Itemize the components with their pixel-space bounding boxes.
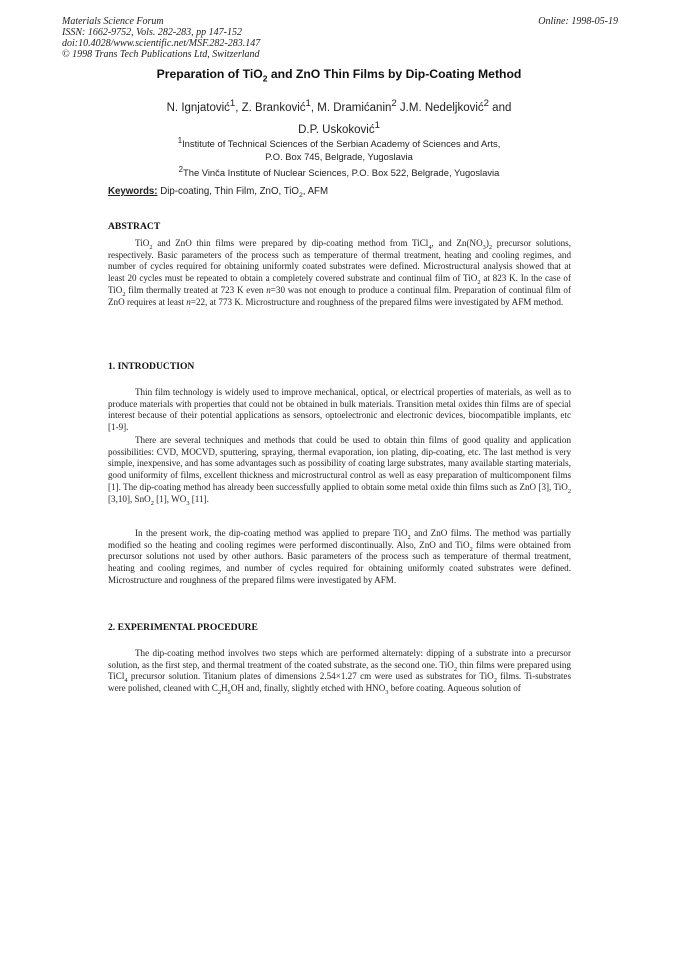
title-sub-1: 2 [262,73,268,84]
paper-title [0,67,678,84]
text-run: 2 [477,278,481,286]
text-run: OH and, finally, slightly etched with HNO [230,683,386,694]
author-affil-sup: 1 [305,98,311,109]
text-run: [3,10], SnO [108,493,151,504]
author-name: J.M. Nedeljković [396,101,484,114]
online-date: Online: 1998-05-19 [538,16,618,27]
text-run: and ZnO films. The method was partially modified so the heating and cooling regimes were performed discontinually. Also, ZnO and TiO [108,528,572,550]
text-run: TiO [135,238,150,248]
author-affil-sup: 1 [229,98,236,109]
author-name: D.P. Uskoković [298,123,375,136]
intro-paragraph-2 [108,435,571,505]
text-run: at 823 K. In the case of TiO [108,273,571,295]
text-run: =30 was not enough to produce a continual film. Preparation of continual film of ZnO requires at least [108,284,571,307]
journal-header [62,16,618,60]
text-run: 3 [385,688,389,696]
affiliation-text: Institute of Technical Sciences of the Serbian Academy of Sciences and Arts, [182,138,501,150]
text-run: , and Zn(NO [431,238,483,248]
text-run: 2 [407,533,411,541]
affiliation-sup: 2 [178,165,183,174]
text-run: and ZnO thin films were prepared by dip-coating method from TiCl [152,238,429,248]
affiliation-1-line-2: P.O. Box 745, Belgrade, Yugoslavia [265,151,413,163]
keywords-text: , AFM [302,186,329,197]
text-run: 2 [488,243,493,251]
doi-link[interactable]: doi:10.4028/www.scientific.net/MSF.282-283.147 [62,38,261,49]
text-run: n [186,296,191,307]
affiliation-text: The Vinča Institute of Nuclear Sciences, P.O. Box 522, Belgrade, Yugoslavia [183,167,500,179]
text-run: H [221,683,228,694]
text-run: 2 [469,545,473,553]
author-affil-sup: 2 [483,98,489,109]
keywords-label: Keywords: [108,186,158,197]
author-name: N. Ignjatović [166,101,230,114]
keywords-line [108,186,328,197]
text-run: The dip-coating method involves two steps which are performed alternately: dipping of a substrate into a precursor solution, as the first step, and thermal treatment of the coated substrate, as the second one. TiO [108,648,571,670]
text-run: ) [485,238,489,248]
abstract-heading: ABSTRACT [108,221,161,232]
affiliation-2 [90,163,588,179]
text-run: 2 [150,499,154,507]
text-run: 2 [453,665,458,673]
copyright-line: © 1998 Trans Tech Publications Ltd, Switzerland [62,49,260,60]
text-run: 3 [482,243,486,251]
text-run: In the present work, the dip-coating method was applied to prepare TiO [135,528,408,538]
text-run: films. Ti-substrates were polished, cleaned with C [108,671,571,694]
title-text-2: and ZnO Thin Films by Dip-Coating Method [267,67,522,81]
text-run: =22, at 773 K. Microstructure and roughness of the prepared films were investigated by AFM method. [190,296,564,307]
abstract-paragraph [108,238,571,308]
author-affil-sup: 2 [391,98,397,109]
experimental-paragraph [108,648,571,695]
affiliation-sup: 1 [177,136,183,145]
intro-paragraph-3 [108,528,571,587]
text-run: films were obtained from precursor solutions not used by other authors. Basic parameters of the process such as temperature of thermal treatment, heating and cooling regimes, and number of cycles required for obtaining uniformly coated substrates were defined. Microstructure and roughness of the prepared films were investigated by AFM. [108,539,571,585]
text-run: 2 [567,487,571,495]
text-run: film thermally treated at 723 K even [125,284,267,295]
author-affil-sup: 1 [374,119,380,131]
text-run: [11]. [189,493,209,504]
text-run: [1], WO [153,493,187,504]
author-name: , Z. Branković [235,101,306,114]
text-run: 4 [428,243,432,251]
text-run: 2 [122,290,126,298]
text-run: There are several techniques and methods that could be used to obtain thin films of good quality and application possibilities: CVD, MOCVD, sputtering, spraying, thermal evaporation, ion plating, dip-coating, etc. The last method is very simple, inexpensive, and has some advantages such as possibility of coating large substrates, many available starting materials, good uniformity of films, excellent thickness and microstructural control as well as easy preparation of multicomponent films [1]. The dip-coating method has already been successfully applied to obtain some metal oxide thin films such as ZnO [3], TiO [108,435,571,492]
text-run: 5 [227,688,231,696]
text-run: n [266,284,271,295]
text-run: precursor solution. Titanium plates of dimensions 2.54×1.27 cm were used as substrates for TiO [127,671,494,682]
affiliation-1 [90,134,588,163]
issn-line: ISSN: 1662-9752, Vols. 282-283, pp 147-152 [62,27,242,38]
author-name: , M. Dramićanin [310,101,392,114]
introduction-heading: 1. INTRODUCTION [108,361,195,372]
journal-name: Materials Science Forum [62,16,164,27]
title-text-1: Preparation of TiO [156,67,263,81]
author-list [100,95,578,139]
author-conjunction: and [488,101,512,114]
text-run: thin films were prepared using TiCl [108,659,572,682]
text-run: precursor solutions, respectively. Basic parameters of the process such as temperature of thermal treatment, heating and cooling regimes, and number of cycles required for obtaining uniformly coated substrates were defined. Microstructural analysis showed that at least 20 cycles must be repeated to obtain a completely covered substrate and continual film of TiO [108,238,571,284]
text-run: 4 [124,677,128,685]
keywords-sub: 2 [298,191,303,199]
experimental-heading: 2. EXPERIMENTAL PROCEDURE [108,622,258,633]
text-run: 3 [186,499,190,507]
text-run: 2 [493,677,497,685]
intro-paragraph-1: Thin film technology is widely used to improve mechanical, optical, or electrical properties of materials, as well as to produce materials with properties that could not be obtained in bulk materials. Transition metal oxides thin films are of special interest because of their potential applications as sensors, optoelectronic and electronic devices, biocompatible implants, etc [1-9]. [108,387,571,433]
affiliation-1-line-1 [90,134,588,150]
keywords-text: Dip-coating, Thin Film, ZnO, TiO [157,186,299,197]
text-run: before coating. Aqueous solution of [388,683,521,694]
author-line-1 [100,95,578,117]
text-run: 2 [149,243,153,251]
text-run: 2 [217,688,222,696]
